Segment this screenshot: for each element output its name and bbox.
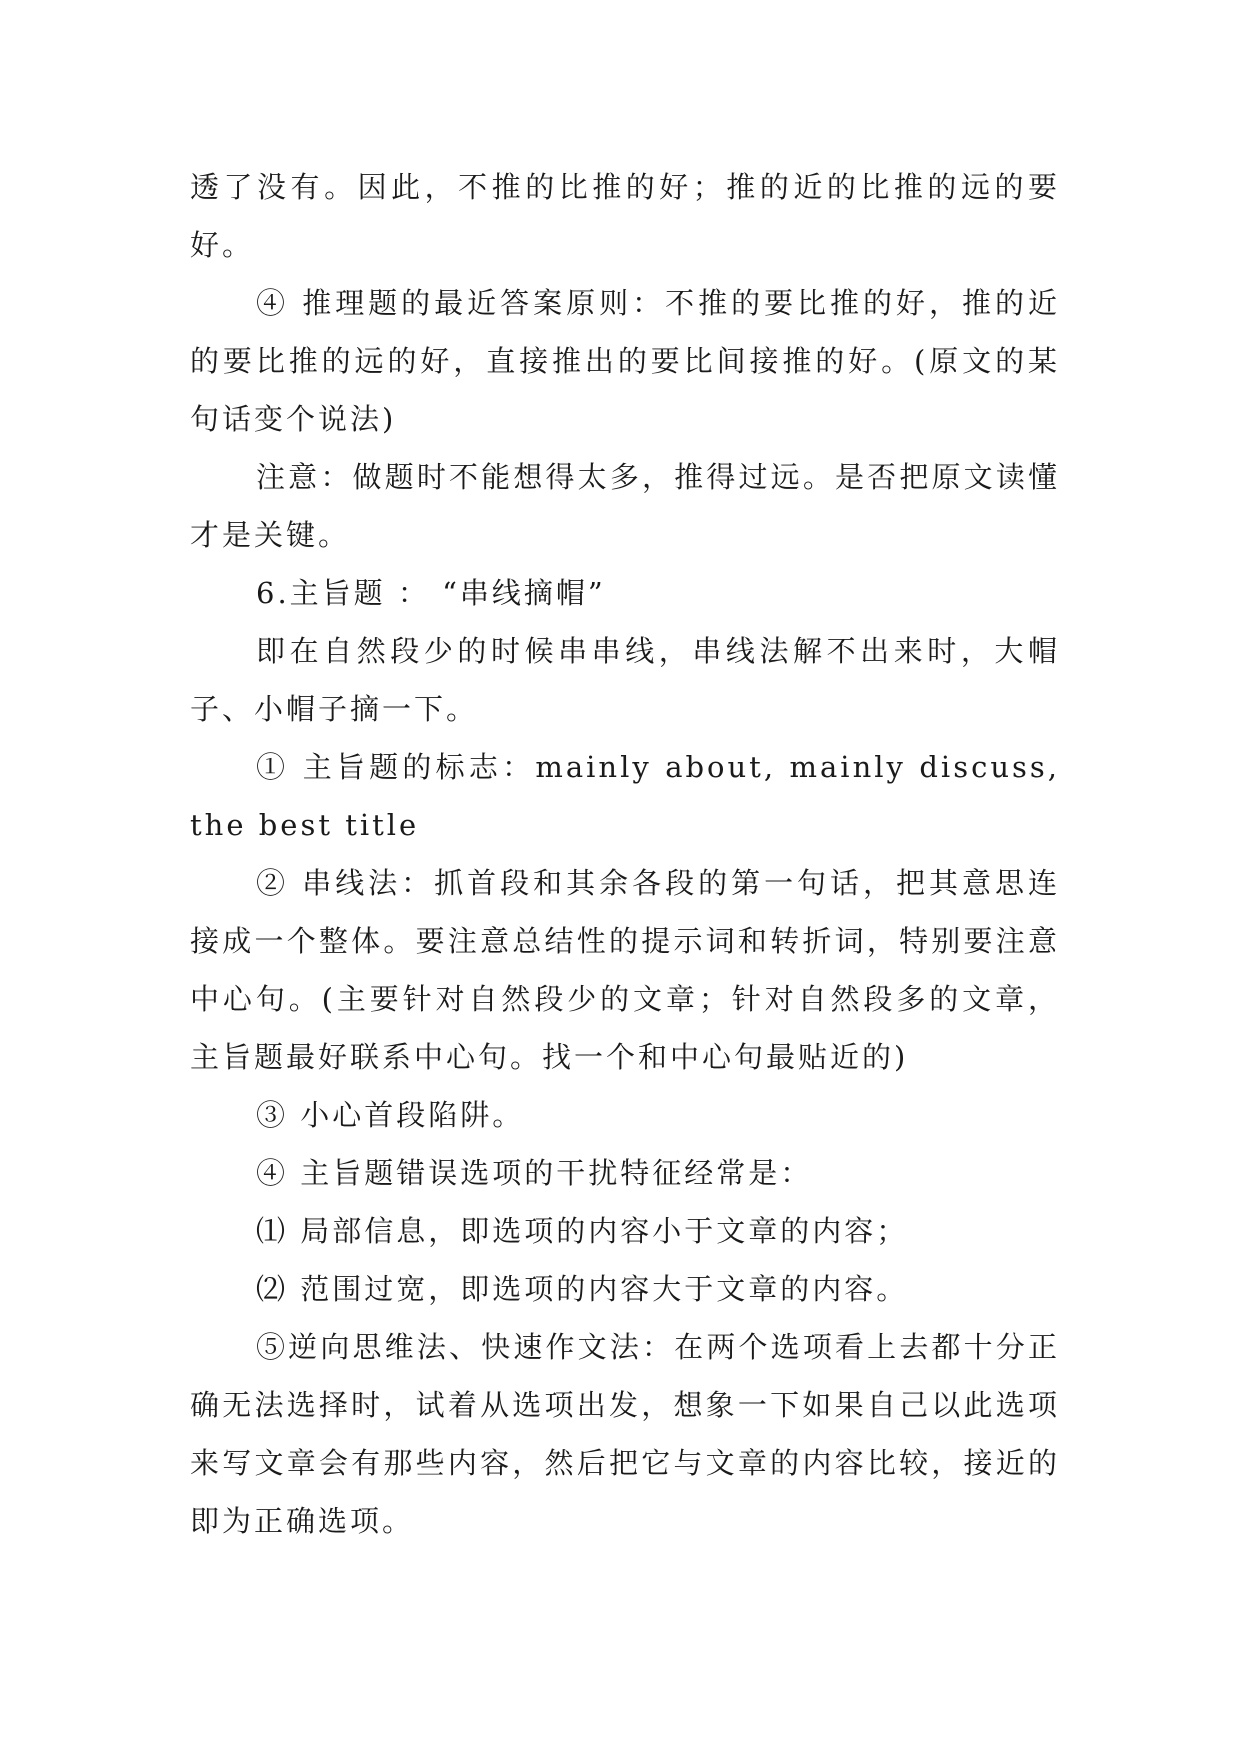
list-item: ⑴ 局部信息，即选项的内容小于文章的内容；: [256, 1214, 909, 1248]
paragraph: ④ 推理题的最近答案原则：不推的要比推的好，推的近的要比推的远的好，直接推出的要比间接推的好。(原文的某句话变个说法): [190, 286, 1060, 436]
paragraph: 即在自然段少的时候串串线，串线法解不出来时，大帽子、小帽子摘一下。: [190, 634, 1060, 726]
paragraph: 透了没有。因此，不推的比推的好；推的近的比推的远的要好。: [190, 170, 1060, 262]
paragraph: ① 主旨题的标志：mainly about, mainly discuss, the best title: [190, 750, 1060, 842]
paragraph: ⑤逆向思维法、快速作文法：在两个选项看上去都十分正确无法选择时，试着从选项出发，想象一下如果自己以此选项来写文章会有那些内容，然后把它与文章的内容比较，接近的即为正确选项。: [190, 1330, 1060, 1538]
paragraph: 注意：做题时不能想得太多，推得过远。是否把原文读懂才是关键。: [190, 460, 1060, 552]
paragraph: ③ 小心首段陷阱。: [256, 1098, 525, 1132]
section-heading: 6.主旨题 ： “串线摘帽”: [256, 576, 606, 610]
paragraph: ② 串线法：抓首段和其余各段的第一句话，把其意思连接成一个整体。要注意总结性的提示词和转折词，特别要注意中心句。(主要针对自然段少的文章；针对自然段多的文章，主旨题最好联系中心句。找一个和中心句最贴近的): [190, 866, 1060, 1074]
document-page: [190, 158, 1060, 1550]
list-item: ⑵ 范围过宽，即选项的内容大于文章的内容。: [256, 1272, 909, 1306]
paragraph: ④ 主旨题错误选项的干扰特征经常是：: [256, 1156, 813, 1190]
